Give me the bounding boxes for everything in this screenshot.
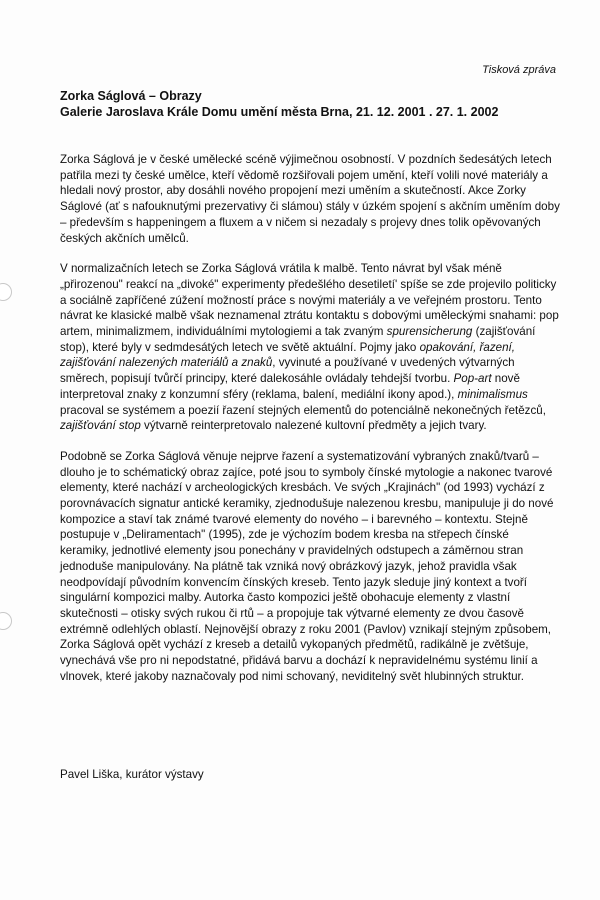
paragraph-text: V normalizačních letech se Zorka Ságlová vrátila k malbě. Tento návrat byl však méně „přirozenou" reakcí na „divoké" experimenty předešlého desetiletí' spíše se zde projevilo politicky a sociálně zapříčené zúžení možností práce s novými materiály a ve veřejném prostoru. Tento návrat ke klasické malbě však neznamenal ztrátu kontaktu s dobovými uměleckými snahami: pop artem, minimalizmem, individuálními mytologiemi a tak zvaným [60, 262, 559, 339]
signature: Pavel Liška, kurátor výstavy [60, 768, 204, 781]
italic-term: Pop-art [453, 372, 492, 386]
body-paragraph [60, 449, 560, 685]
italic-term: opakování, řazení, zajišťování nalezených materiálů a znaků [60, 340, 515, 370]
body-paragraph [60, 152, 560, 246]
exhibition-venue-dates: Galerie Jaroslava Krále Domu umění města Brna, 21. 12. 2001 . 27. 1. 2002 [60, 105, 499, 119]
punch-hole-mark [0, 612, 12, 630]
document-type-label: Tisková zpráva [482, 64, 556, 76]
paragraph-text: (zajišťování stop), které byly v sedmdesátých letech ve světě aktuální. Pojmy jako [60, 325, 536, 354]
italic-term: spurensicherung [386, 325, 473, 339]
body-paragraph [60, 261, 560, 434]
punch-hole-mark [0, 283, 12, 301]
paragraph-text: Podobně se Zorka Ságlová věnuje nejprve řazení a systematizování vybraných znaků/tvarů – dlouho je to schématický obraz zajíce, poté jsou to symboly čínské mytologie a nakonec tvarové elementy, které nachází v archeologických kresbách. Ve svých „Krajinách" (od 1993) vychází z porovnávacích signatur antické keramiky, zjednodušuje nalezenou kresbu, manipuluje ji do nové kompozice a staví tak známé tvarové elementy do nového – i barevného – kontextu. Stejně postupuje v „Deliramentach" (1995), zde je výchozím bodem kresba na střepech čínské keramiky, jednotlivé elementy jsou ponechány v pravidelných odstupech a záměrnou stran jednoduše manipulovány. Na plátně tak vzniká nový obrázkový jazyk, jehož pravidla však neodpovídají původním konvencím čínských kreseb. Tento jazyk sleduje jiný kontext a tvoří singulární kompozici malby. Autorka často kompozici ještě obohacuje elementy z vlastní skutečnosti – otisky svých rukou či rtů – a propojuje tak výtvarné elementy ze dvou časově extrémně odlehlých oblastí. Nejnovější obrazy z roku 2001 (Pavlov) vznikají stejným způsobem, Zorka Ságlová opět vychází z kreseb a detailů vykopaných předmětů, radikálně je zvětšuje, vynechává vše pro ni nepodstatné, přidává barvu a dochází k nepravidelnému systému linií a vlnovek, které jakoby naznačovaly pod nimi schovaný, neviditelný svět hlubinných struktur. [60, 449, 554, 683]
paragraph-text: Zorka Ságlová je v české umělecké scéně výjimečnou osobností. V pozdních šedesátých letech patřila mezi ty české umělce, kteří vědomě rozšiřovali pojem umění, kteří volili nové materiály a hledali nový prostor, aby dosáhli nového propojení mezi uměním a skutečností. Akce Zorky Ságlové (ať s nafouknutými prezervativy či slámou) stály v úzkém spojení s akčním uměním doby – především s happeningem a fluxem a v ničem si nezadaly s projevy dnes tolik opěvovaných českých akčních umělců. [60, 153, 560, 245]
paragraph-text: pracoval se systémem a poezií řazení stejných elementů do potenciálně nekonečných řetězců, [60, 403, 546, 417]
italic-term: zajišťování stop [60, 419, 141, 433]
document-title: Zorka Ságlová – Obrazy [60, 89, 202, 103]
document-header [60, 88, 570, 120]
paragraph-text: , vyvinuté a používané v uvedených výtvarných směrech, popisují tvůrčí principy, které dalekosáhle ovládaly tehdejší tvorbu. [60, 356, 515, 386]
document-body [60, 152, 560, 700]
paragraph-text: nově interpretoval znaky z konzumní sféry (reklama, balení, mediální ikony apod.), [60, 372, 520, 401]
paragraph-text: výtvarně reinterpretovalo nalezené kultovní předměty a jejich tvary. [140, 419, 487, 433]
italic-term: minimalismus [457, 387, 528, 401]
